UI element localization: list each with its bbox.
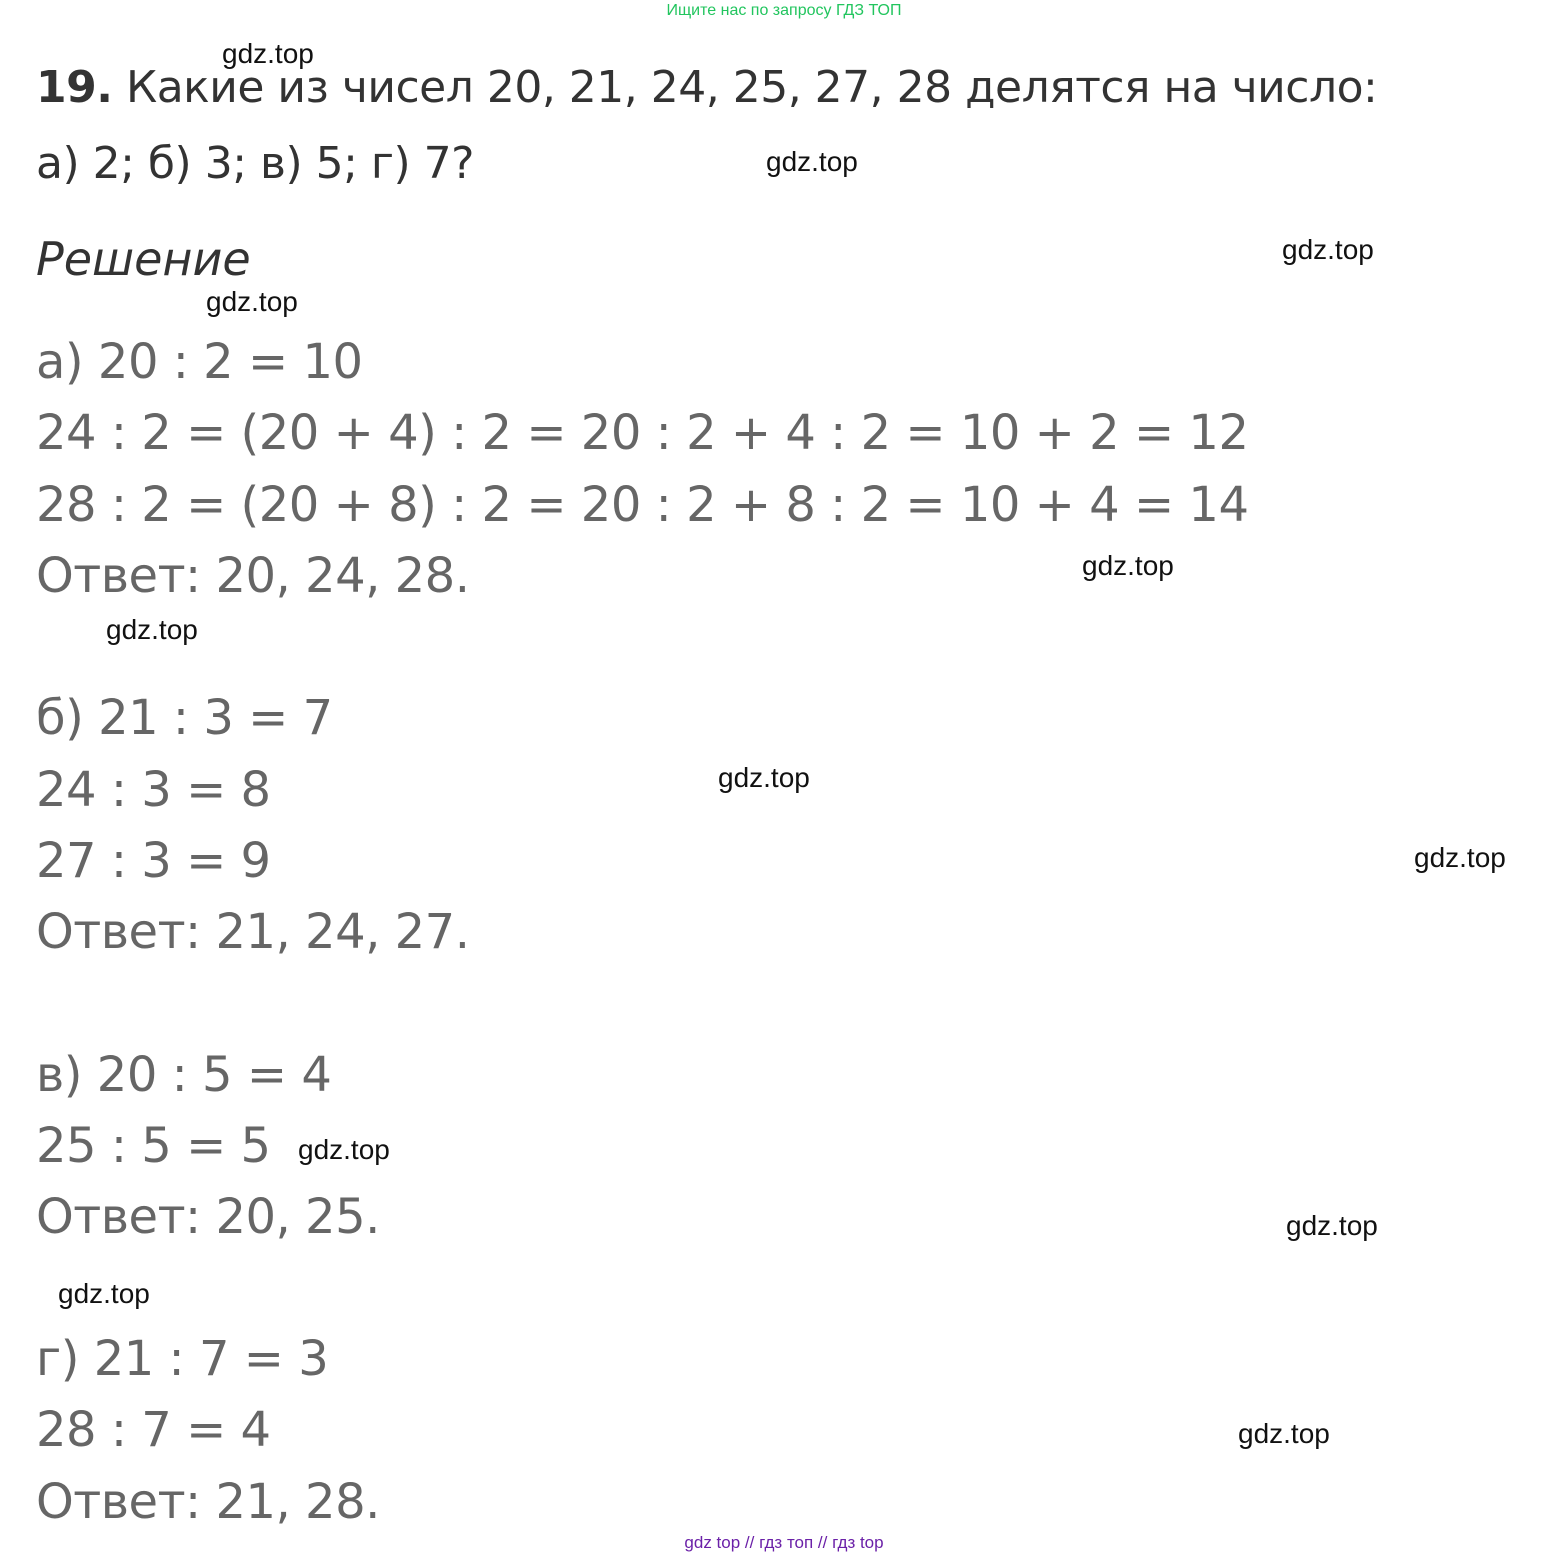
top-banner: Ищите нас по запросу ГДЗ ТОП [666, 2, 902, 19]
watermark: gdz.top [206, 286, 298, 317]
watermark: gdz.top [298, 1134, 390, 1165]
watermark: gdz.top [58, 1278, 150, 1309]
task-number: 19. [36, 62, 113, 113]
part-a-answer: Ответ: 20, 24, 28. [36, 548, 470, 604]
part-v-line: 25 : 5 = 5 [36, 1118, 271, 1174]
part-b-line: 27 : 3 = 9 [36, 833, 271, 889]
part-g-line: г) 21 : 7 = 3 [36, 1331, 329, 1387]
task-question: Какие из чисел 20, 21, 24, 25, 27, 28 делятся на число: [125, 62, 1378, 113]
part-g-answer: Ответ: 21, 28. [36, 1474, 380, 1530]
watermark: gdz.top [106, 614, 198, 645]
watermark: gdz.top [1282, 234, 1374, 265]
part-g-line: 28 : 7 = 4 [36, 1402, 271, 1458]
task-options: а) 2; б) 3; в) 5; г) 7? [36, 138, 475, 189]
watermark: gdz.top [718, 762, 810, 793]
part-a-line: а) 20 : 2 = 10 [36, 334, 363, 390]
part-b-answer: Ответ: 21, 24, 27. [36, 904, 470, 960]
watermark: gdz.top [222, 38, 314, 69]
footer-links: gdz top // гдз топ // гдз top [684, 1533, 884, 1552]
part-v-line: в) 20 : 5 = 4 [36, 1047, 332, 1103]
part-b-line: 24 : 3 = 8 [36, 762, 271, 818]
part-b-line: б) 21 : 3 = 7 [36, 690, 333, 746]
part-v-answer: Ответ: 20, 25. [36, 1189, 380, 1245]
part-a-line: 28 : 2 = (20 + 8) : 2 = 20 : 2 + 8 : 2 = 10 + 4 = 14 [36, 477, 1249, 533]
solution-heading: Решение [36, 232, 251, 286]
watermark: gdz.top [1238, 1418, 1330, 1449]
watermark: gdz.top [1082, 550, 1174, 581]
watermark: gdz.top [1286, 1210, 1378, 1241]
part-a-line: 24 : 2 = (20 + 4) : 2 = 20 : 2 + 4 : 2 = 10 + 2 = 12 [36, 405, 1249, 461]
watermark: gdz.top [766, 146, 858, 177]
watermark: gdz.top [1414, 842, 1506, 873]
